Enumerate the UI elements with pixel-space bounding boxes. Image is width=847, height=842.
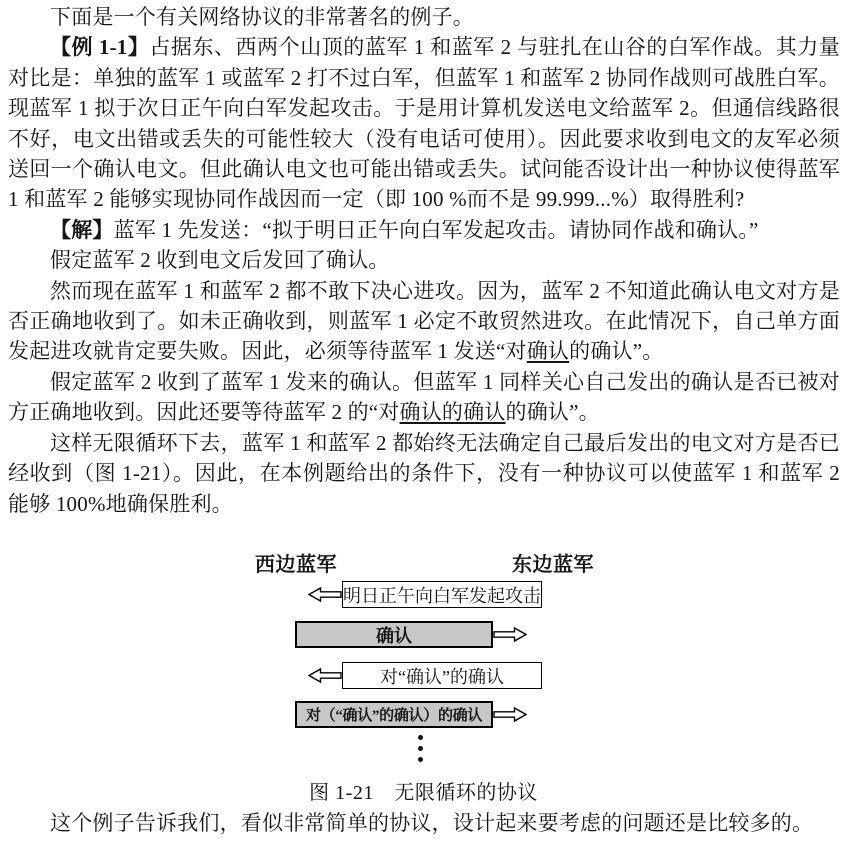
ellipsis-dot bbox=[418, 735, 423, 740]
bold-label: 【解】 bbox=[50, 217, 114, 242]
text-segment: 假定蓝军 2 收到了蓝军 1 发来的确认。但蓝军 1 同样关心自己发出的确认是否已被对方正确地收到。因此还要等待蓝军 2 的“对 bbox=[8, 369, 840, 425]
text-segment: 下面是一个有关网络协议的非常著名的例子。 bbox=[50, 5, 474, 29]
paragraph-solution bbox=[8, 215, 840, 245]
text-segment: 这样无限循环下去，蓝军 1 和蓝军 2 都始终无法确定自己最后发出的电文对方是否已经收到（图 1-21）。因此，在本例题给出的条件下，没有一种协议可以使蓝军 1 和蓝军 2 能够 100%地确保胜利。 bbox=[8, 430, 840, 516]
text-segment: 假定蓝军 2 收到电文后发回了确认。 bbox=[50, 248, 390, 273]
message-row bbox=[295, 701, 527, 728]
message-row bbox=[308, 662, 542, 689]
bold-label: 【例 1-1】 bbox=[50, 35, 150, 60]
message-box: 明日正午向白军发起攻击 bbox=[342, 581, 542, 608]
east-army-label: 东边蓝军 bbox=[512, 554, 594, 576]
body-text bbox=[8, 2, 840, 519]
message-row bbox=[308, 581, 542, 608]
message-box: 确认 bbox=[295, 621, 493, 648]
paragraph-hesitation bbox=[8, 276, 840, 367]
text-segment: 占据东、西两个山顶的蓝军 1 和蓝军 2 与驻扎在山谷的白军作战。其力量对比是：单独的蓝军 1 或蓝军 2 打不过白军，但蓝军 1 和蓝军 2 协同作战则可战胜白军。现蓝军 1 拟于次日正午向白军发起攻击。于是用计算机发送电文给蓝军 2。但通信线路很不好，电文出错或丢失的可能性较大（没有电话可使用）。因此要求收到电文的友军必须送回一个确认电文。但此确认电文也可能出错或丢失。试问能否设计出一种协议使得蓝军 1 和蓝军 2 能够实现协同作战因而一定（即 100 %而不是 99.999...%）取得胜利? bbox=[8, 35, 840, 212]
paragraph-intro bbox=[8, 2, 840, 32]
message-row bbox=[295, 621, 527, 648]
underlined-text: 确认的确认 bbox=[399, 400, 506, 425]
paragraph-assume-ack bbox=[8, 245, 840, 275]
text-segment: 蓝军 1 先发送：“拟于明日正午向白军发起攻击。请协同作战和确认。” bbox=[113, 217, 759, 242]
ellipsis-dot bbox=[418, 757, 423, 762]
left-arrow-icon bbox=[308, 586, 342, 603]
west-army-label: 西边蓝军 bbox=[255, 554, 337, 576]
text-segment: 然而现在蓝军 1 和蓝军 2 都不敢下决心进攻。因为，蓝军 2 不知道此确认电文对方是否正确地收到了。如未正确收到，则蓝军 1 必定不敢贸然进攻。在此情况下，自己单方面发起进攻就肯定要失败。因此，必须等待蓝军 1 发送“对 bbox=[8, 278, 840, 364]
ellipsis-dots bbox=[418, 735, 423, 762]
text-segment: 的确认”。 bbox=[505, 400, 600, 425]
underlined-text: 确认 bbox=[526, 339, 570, 364]
right-arrow-icon bbox=[493, 706, 527, 723]
paragraph-infinite-loop bbox=[8, 428, 840, 519]
figure-caption: 图 1-21 无限循环的协议 bbox=[309, 782, 538, 804]
left-arrow-icon bbox=[308, 667, 342, 684]
figure-1-21 bbox=[0, 548, 847, 773]
closing-paragraph: 这个例子告诉我们，看似非常简单的协议，设计起来要考虑的问题还是比较多的。 bbox=[50, 811, 814, 835]
ellipsis-dot bbox=[418, 746, 423, 751]
right-arrow-icon bbox=[493, 626, 527, 643]
paragraph-example-1-1 bbox=[8, 32, 840, 214]
message-box: 对“确认”的确认 bbox=[342, 662, 542, 689]
message-box: 对（“确认”的确认）的确认 bbox=[295, 701, 493, 728]
paragraph-ack-of-ack bbox=[8, 367, 840, 428]
text-segment: 的确认”。 bbox=[569, 339, 664, 364]
